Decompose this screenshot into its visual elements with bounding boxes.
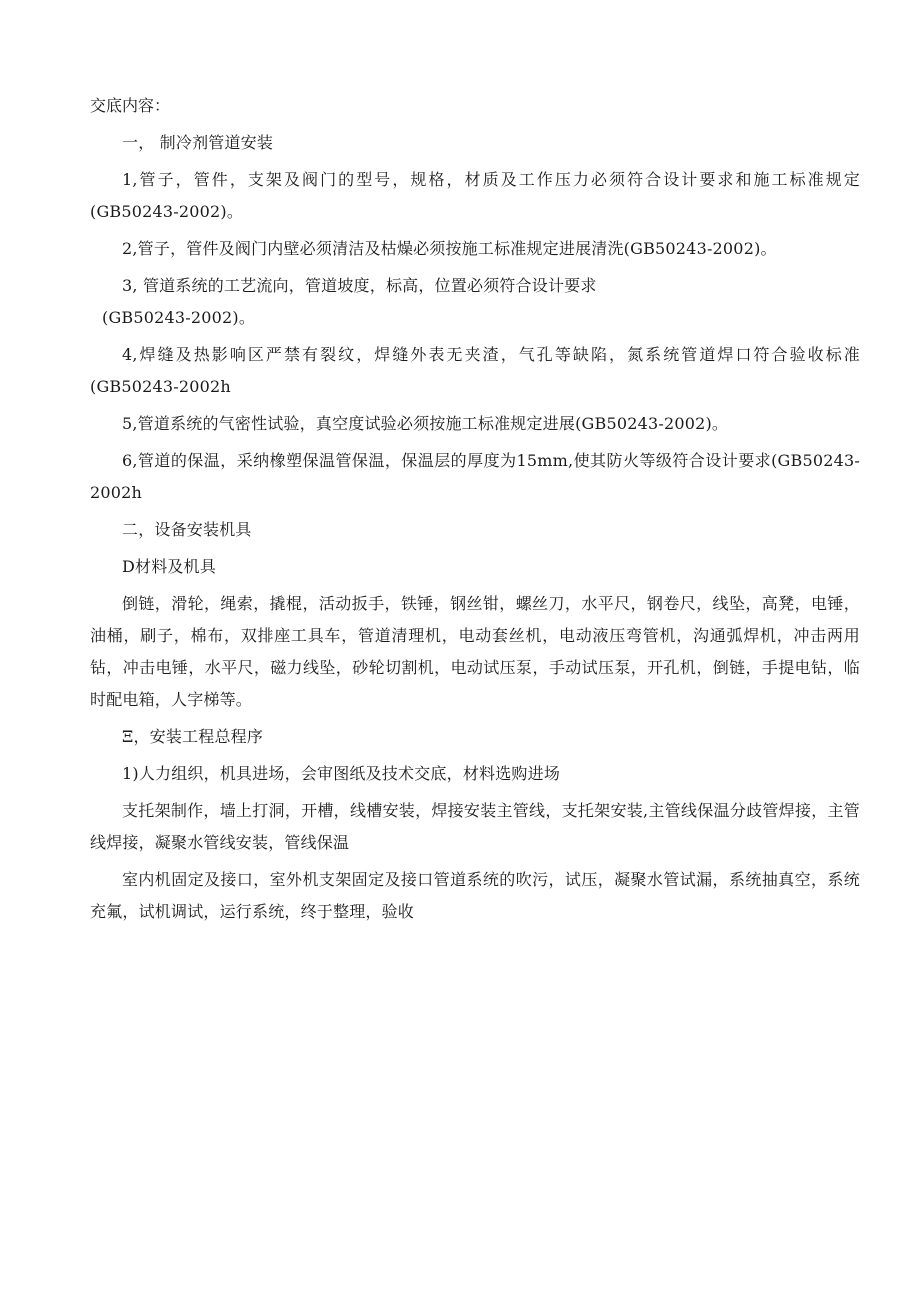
section-1-title: 一， 制冷剂管道安装 xyxy=(122,133,274,152)
step-1: 1)人力组织，机具进场，会审图纸及技术交底，材料选购进场 xyxy=(122,764,561,783)
item-6: 6,管道的保温，采纳橡塑保温管保温，保温层的厚度为15mm,使其防火等级符合设计要求(GB50243-2002h xyxy=(90,451,860,502)
item-3-line-1: 3, 管道系统的工艺流向，管道坡度，标高，位置必须符合设计要求 xyxy=(122,276,597,295)
tools-list: 倒链，滑轮，绳索，撬棍，活动扳手，铁锤，钢丝钳，螺丝刀，水平尺，钢卷尺，线坠，高凳，电锤，油桶，刷子，棉布，双排座工具车，管道清理机，电动套丝机，电动液压弯管机，沟通弧焊机，冲击两用钻，冲击电锤，水平尺，磁力线坠，砂轮切割机，电动试压泵，手动试压泵，开孔机，倒链，手提电钻，临时配电箱，人字梯等。 xyxy=(90,594,860,709)
item-3-line-2: (GB50243-2002)。 xyxy=(102,308,256,327)
item-1: 1,管子，管件，支架及阀门的型号，规格，材质及工作压力必须符合设计要求和施工标准规定(GB50243-2002)。 xyxy=(90,170,860,221)
section-3-title: Ξ，安装工程总程序 xyxy=(122,727,264,746)
content-heading: 交底内容： xyxy=(90,96,171,115)
item-2: 2,管子，管件及阀门内壁必须清洁及枯燥必须按施工标准规定进展清洗(GB50243-2002)。 xyxy=(122,239,777,258)
document-body xyxy=(90,96,860,928)
section-2-subtitle: D材料及机具 xyxy=(122,557,217,576)
item-4: 4,焊缝及热影响区严禁有裂纹，焊缝外表无夹渣，气孔等缺陷，氮系统管道焊口符合验收标准(GB50243-2002h xyxy=(90,345,860,396)
step-3: 室内机固定及接口，室外机支架固定及接口管道系统的吹污，试压，凝聚水管试漏，系统抽真空，系统充氟，试机调试，运行系统，终于整理，验收 xyxy=(90,870,860,921)
item-5: 5,管道系统的气密性试验，真空度试验必须按施工标准规定进展(GB50243-2002)。 xyxy=(122,414,729,433)
step-2: 支托架制作，墙上打洞，开槽，线槽安装，焊接安装主管线，支托架安装,主管线保温分歧管焊接，主管线焊接，凝聚水管线安装，管线保温 xyxy=(90,801,860,852)
section-2-title: 二，设备安装机具 xyxy=(122,520,252,539)
